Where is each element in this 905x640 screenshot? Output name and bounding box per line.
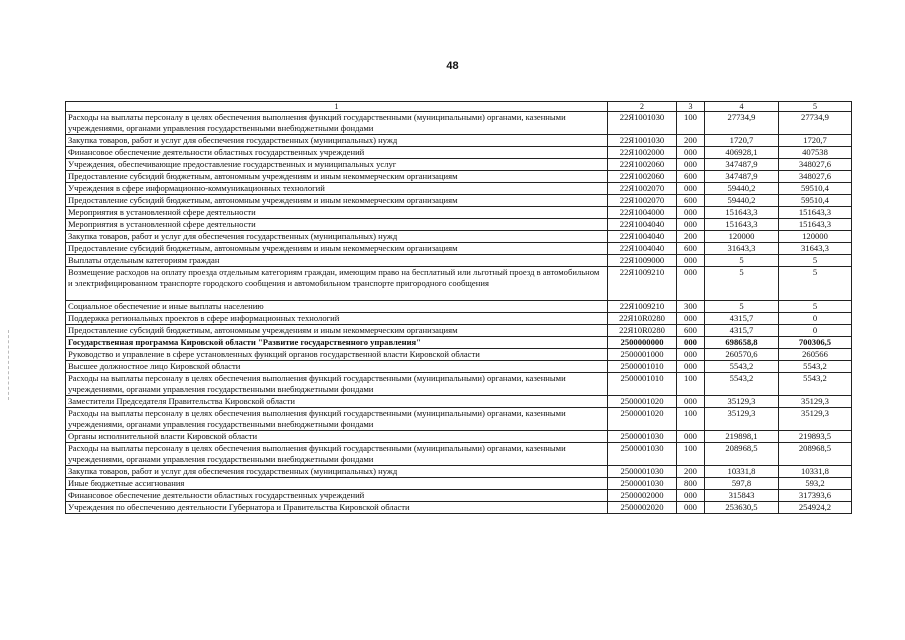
row-name: Высшее должностное лицо Кировской области <box>66 361 608 373</box>
row-expense-type: 000 <box>677 337 705 349</box>
row-value-col4: 5 <box>705 301 779 313</box>
row-name: Социальное обеспечение и иные выплаты населению <box>66 301 608 313</box>
row-value-col5: 593,2 <box>779 478 852 490</box>
row-code: 22Я1004040 <box>608 219 677 231</box>
row-value-col5: 0 <box>779 313 852 325</box>
row-value-col4: 151643,3 <box>705 207 779 219</box>
row-name: Выплаты отдельным категориям граждан <box>66 255 608 267</box>
row-code: 2500001020 <box>608 408 677 431</box>
row-name: Учреждения в сфере информационно-коммуникационных технологий <box>66 183 608 195</box>
row-value-col4: 698658,8 <box>705 337 779 349</box>
row-value-col5: 27734,9 <box>779 112 852 135</box>
row-value-col4: 347487,9 <box>705 159 779 171</box>
table-row <box>66 183 852 195</box>
row-name: Финансовое обеспечение деятельности областных государственных учреждений <box>66 490 608 502</box>
row-value-col4: 59440,2 <box>705 195 779 207</box>
row-value-col4: 4315,7 <box>705 325 779 337</box>
row-value-col5: 5 <box>779 301 852 313</box>
row-name: Возмещение расходов на оплату проезда отдельным категориям граждан, имеющим право на бесплатный или льготный проезд в автомобильном и электрифицированном транспорте городского сообщения и автомобильном транспорте пригородного сообщения <box>66 267 608 301</box>
row-value-col5: 31643,3 <box>779 243 852 255</box>
row-value-col5: 700306,5 <box>779 337 852 349</box>
row-code: 2500001000 <box>608 349 677 361</box>
row-value-col5: 254924,2 <box>779 502 852 514</box>
table-row <box>66 195 852 207</box>
table-row <box>66 361 852 373</box>
page-number: 48 <box>446 60 459 72</box>
row-name: Предоставление субсидий бюджетным, автономным учреждениям и иным некоммерческим организациям <box>66 243 608 255</box>
row-value-col4: 5 <box>705 267 779 301</box>
row-value-col5: 0 <box>779 325 852 337</box>
row-code: 2500001030 <box>608 466 677 478</box>
row-code: 2500001030 <box>608 431 677 443</box>
row-code: 2500001010 <box>608 361 677 373</box>
row-code: 22Я1009210 <box>608 267 677 301</box>
table-row <box>66 373 852 396</box>
row-value-col4: 315843 <box>705 490 779 502</box>
row-value-col5: 1720,7 <box>779 135 852 147</box>
row-expense-type: 800 <box>677 478 705 490</box>
row-value-col4: 10331,8 <box>705 466 779 478</box>
row-expense-type: 200 <box>677 231 705 243</box>
column-header: 1 <box>66 102 608 112</box>
column-header: 5 <box>779 102 852 112</box>
row-name: Расходы на выплаты персоналу в целях обеспечения выполнения функций государственными (муниципальными) органами, казенными учреждениями, органами управления государственными внебюджетными фондами <box>66 373 608 396</box>
table-row <box>66 231 852 243</box>
row-code: 22Я1009210 <box>608 301 677 313</box>
row-value-col4: 5543,2 <box>705 373 779 396</box>
table-row <box>66 301 852 313</box>
row-expense-type: 000 <box>677 490 705 502</box>
row-value-col5: 10331,8 <box>779 466 852 478</box>
row-expense-type: 600 <box>677 171 705 183</box>
row-value-col5: 407538 <box>779 147 852 159</box>
row-code: 2500001010 <box>608 373 677 396</box>
table-row <box>66 219 852 231</box>
row-value-col4: 219898,1 <box>705 431 779 443</box>
row-expense-type: 000 <box>677 361 705 373</box>
row-value-col4: 1720,7 <box>705 135 779 147</box>
table-row <box>66 313 852 325</box>
column-header: 2 <box>608 102 677 112</box>
row-expense-type: 100 <box>677 443 705 466</box>
row-expense-type: 000 <box>677 255 705 267</box>
row-name: Иные бюджетные ассигнования <box>66 478 608 490</box>
row-name: Финансовое обеспечение деятельности областных государственных учреждений <box>66 147 608 159</box>
row-code: 2500001030 <box>608 478 677 490</box>
row-name: Расходы на выплаты персоналу в целях обеспечения выполнения функций государственными (муниципальными) органами, казенными учреждениями, органами управления государственными внебюджетными фондами <box>66 408 608 431</box>
row-expense-type: 000 <box>677 431 705 443</box>
row-name: Расходы на выплаты персоналу в целях обеспечения выполнения функций государственными (муниципальными) органами, казенными учреждениями, органами управления государственными внебюджетными фондами <box>66 112 608 135</box>
row-code: 22Я10R0280 <box>608 313 677 325</box>
row-expense-type: 600 <box>677 243 705 255</box>
row-value-col5: 120000 <box>779 231 852 243</box>
row-value-col4: 31643,3 <box>705 243 779 255</box>
row-name: Учреждения по обеспечению деятельности Губернатора и Правительства Кировской области <box>66 502 608 514</box>
row-value-col5: 260566 <box>779 349 852 361</box>
table-row <box>66 207 852 219</box>
row-name: Заместители Председателя Правительства Кировской области <box>66 396 608 408</box>
row-value-col4: 253630,5 <box>705 502 779 514</box>
table-row <box>66 466 852 478</box>
row-code: 22Я1004040 <box>608 243 677 255</box>
row-name: Предоставление субсидий бюджетным, автономным учреждениям и иным некоммерческим организациям <box>66 171 608 183</box>
row-value-col4: 597,8 <box>705 478 779 490</box>
row-value-col5: 219893,5 <box>779 431 852 443</box>
column-header: 4 <box>705 102 779 112</box>
row-value-col5: 5 <box>779 267 852 301</box>
table-row <box>66 325 852 337</box>
row-code: 22Я1002000 <box>608 147 677 159</box>
row-value-col5: 59510,4 <box>779 183 852 195</box>
budget-table <box>65 101 852 514</box>
table-row <box>66 396 852 408</box>
row-value-col4: 35129,3 <box>705 396 779 408</box>
table-row <box>66 337 852 349</box>
row-expense-type: 600 <box>677 195 705 207</box>
row-code: 2500002020 <box>608 502 677 514</box>
row-expense-type: 000 <box>677 502 705 514</box>
row-name: Руководство и управление в сфере установленных функций органов государственной власти Кировской области <box>66 349 608 361</box>
row-value-col4: 5543,2 <box>705 361 779 373</box>
row-value-col4: 406928,1 <box>705 147 779 159</box>
row-name: Предоставление субсидий бюджетным, автономным учреждениям и иным некоммерческим организациям <box>66 325 608 337</box>
table-row <box>66 349 852 361</box>
row-value-col5: 59510,4 <box>779 195 852 207</box>
row-expense-type: 000 <box>677 207 705 219</box>
row-value-col5: 5543,2 <box>779 373 852 396</box>
row-value-col5: 348027,6 <box>779 159 852 171</box>
table-row <box>66 408 852 431</box>
row-value-col5: 151643,3 <box>779 219 852 231</box>
row-expense-type: 000 <box>677 396 705 408</box>
table-row <box>66 255 852 267</box>
row-code: 2500001030 <box>608 443 677 466</box>
row-name: Поддержка региональных проектов в сфере информационных технологий <box>66 313 608 325</box>
table-row <box>66 478 852 490</box>
row-value-col4: 347487,9 <box>705 171 779 183</box>
table-header-row <box>66 102 852 112</box>
row-code: 22Я1009000 <box>608 255 677 267</box>
row-expense-type: 000 <box>677 267 705 301</box>
row-code: 22Я1001030 <box>608 135 677 147</box>
row-value-col5: 208968,5 <box>779 443 852 466</box>
row-value-col4: 59440,2 <box>705 183 779 195</box>
row-name: Органы исполнительной власти Кировской области <box>66 431 608 443</box>
row-value-col4: 27734,9 <box>705 112 779 135</box>
row-value-col4: 260570,6 <box>705 349 779 361</box>
row-expense-type: 100 <box>677 112 705 135</box>
row-value-col5: 151643,3 <box>779 207 852 219</box>
table-row <box>66 147 852 159</box>
table-row <box>66 431 852 443</box>
table-row <box>66 171 852 183</box>
row-expense-type: 000 <box>677 349 705 361</box>
row-value-col4: 120000 <box>705 231 779 243</box>
row-code: 22Я1004040 <box>608 231 677 243</box>
row-value-col5: 5 <box>779 255 852 267</box>
row-value-col4: 151643,3 <box>705 219 779 231</box>
row-expense-type: 000 <box>677 219 705 231</box>
row-name: Закупка товаров, работ и услуг для обеспечения государственных (муниципальных) нужд <box>66 135 608 147</box>
row-value-col5: 348027,6 <box>779 171 852 183</box>
row-value-col5: 5543,2 <box>779 361 852 373</box>
row-name: Мероприятия в установленной сфере деятельности <box>66 219 608 231</box>
table-row <box>66 112 852 135</box>
row-code: 22Я1002060 <box>608 159 677 171</box>
row-code: 22Я1002060 <box>608 171 677 183</box>
row-expense-type: 600 <box>677 325 705 337</box>
row-code: 2500001020 <box>608 396 677 408</box>
row-name: Закупка товаров, работ и услуг для обеспечения государственных (муниципальных) нужд <box>66 466 608 478</box>
table-row <box>66 267 852 301</box>
row-expense-type: 000 <box>677 183 705 195</box>
row-value-col4: 4315,7 <box>705 313 779 325</box>
row-code: 22Я1002070 <box>608 183 677 195</box>
row-expense-type: 000 <box>677 159 705 171</box>
table-row <box>66 135 852 147</box>
row-value-col4: 208968,5 <box>705 443 779 466</box>
row-expense-type: 100 <box>677 408 705 431</box>
row-expense-type: 000 <box>677 147 705 159</box>
row-name: Закупка товаров, работ и услуг для обеспечения государственных (муниципальных) нужд <box>66 231 608 243</box>
table-row <box>66 443 852 466</box>
row-expense-type: 300 <box>677 301 705 313</box>
column-header: 3 <box>677 102 705 112</box>
row-code: 22Я10R0280 <box>608 325 677 337</box>
table-row <box>66 502 852 514</box>
row-code: 2500002000 <box>608 490 677 502</box>
row-code: 22Я1002070 <box>608 195 677 207</box>
row-code: 22Я1004000 <box>608 207 677 219</box>
margin-fold-mark <box>8 330 10 400</box>
row-name: Учреждения, обеспечивающие предоставление государственных и муниципальных услуг <box>66 159 608 171</box>
row-name: Государственная программа Кировской области "Развитие государственного управления" <box>66 337 608 349</box>
row-expense-type: 100 <box>677 373 705 396</box>
row-code: 2500000000 <box>608 337 677 349</box>
row-value-col5: 317393,6 <box>779 490 852 502</box>
row-expense-type: 200 <box>677 466 705 478</box>
row-code: 22Я1001030 <box>608 112 677 135</box>
row-name: Предоставление субсидий бюджетным, автономным учреждениям и иным некоммерческим организациям <box>66 195 608 207</box>
row-value-col5: 35129,3 <box>779 396 852 408</box>
table-row <box>66 159 852 171</box>
row-value-col5: 35129,3 <box>779 408 852 431</box>
row-expense-type: 200 <box>677 135 705 147</box>
row-value-col4: 5 <box>705 255 779 267</box>
table-row <box>66 490 852 502</box>
row-name: Мероприятия в установленной сфере деятельности <box>66 207 608 219</box>
row-name: Расходы на выплаты персоналу в целях обеспечения выполнения функций государственными (муниципальными) органами, казенными учреждениями, органами управления государственными внебюджетными фондами <box>66 443 608 466</box>
row-value-col4: 35129,3 <box>705 408 779 431</box>
row-expense-type: 000 <box>677 313 705 325</box>
table-row <box>66 243 852 255</box>
